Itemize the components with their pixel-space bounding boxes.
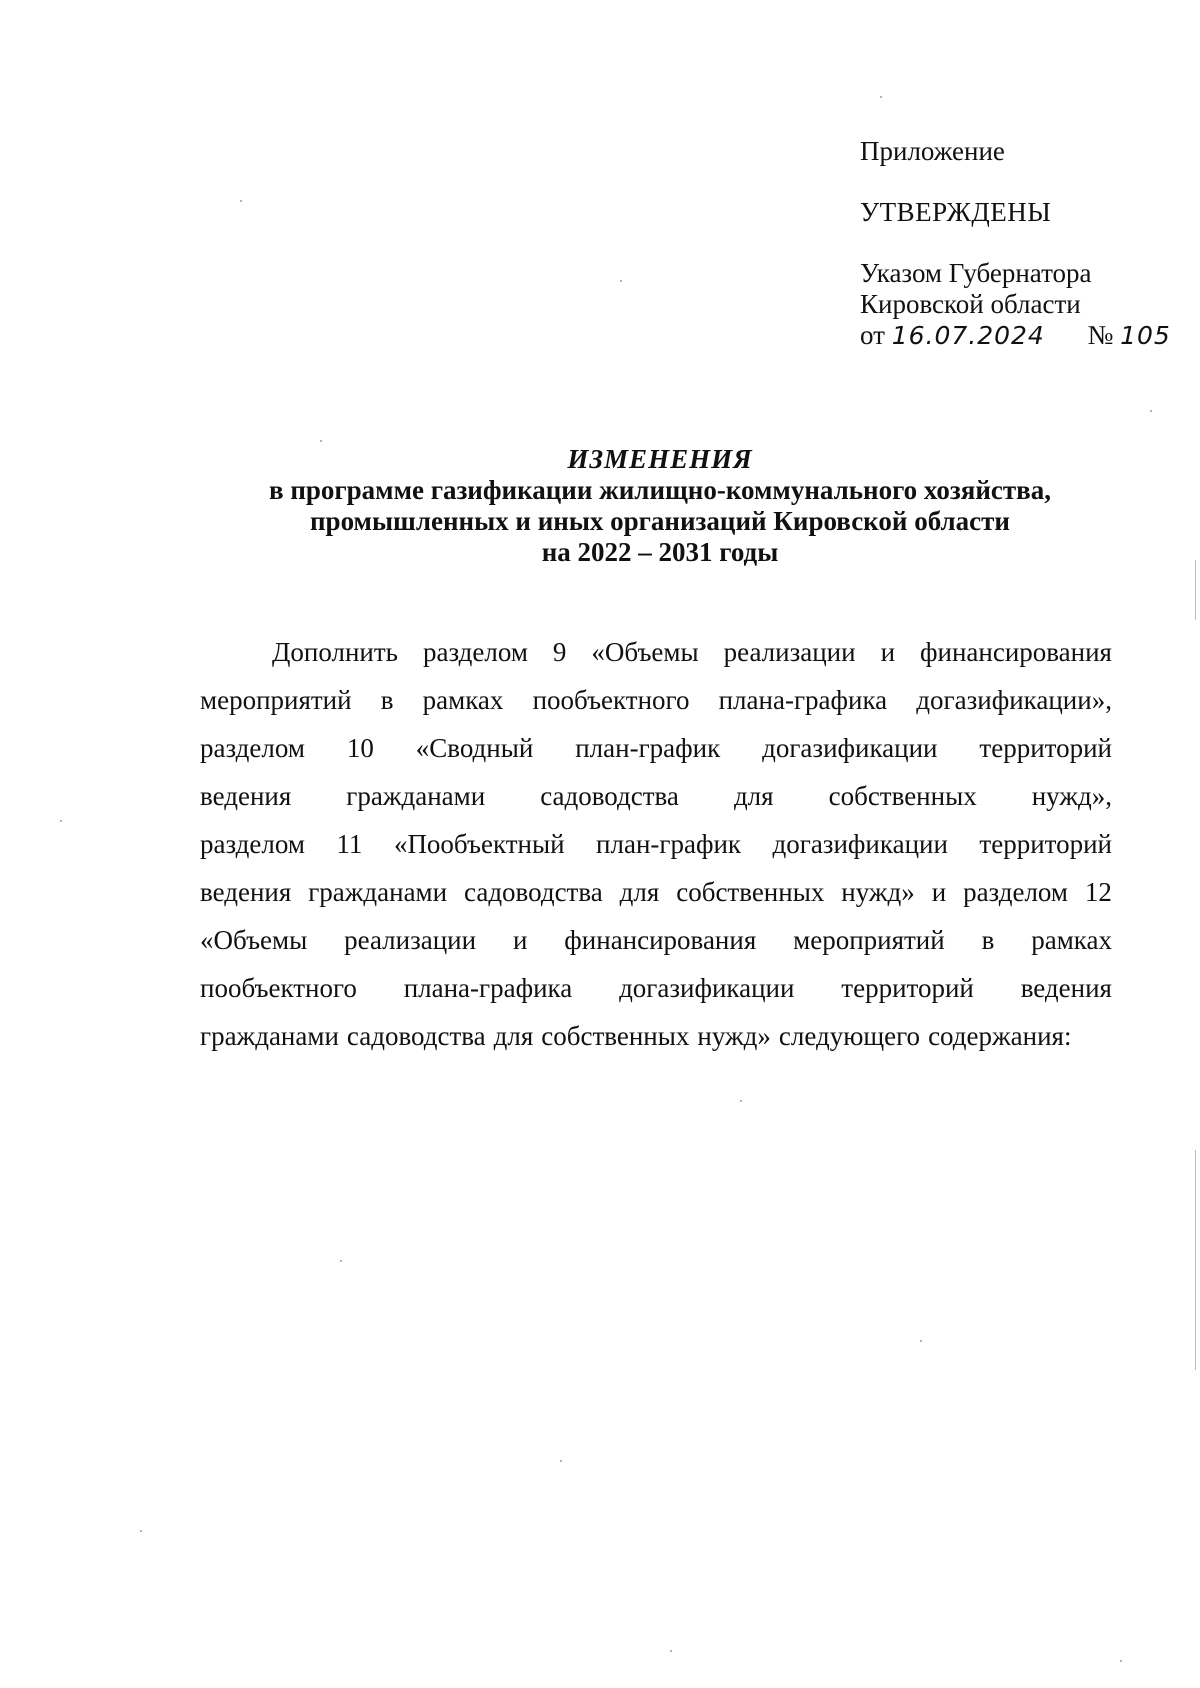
body-line [200,964,1112,1012]
body-word: план-график [596,829,742,859]
body-word: садоводства [346,1021,486,1051]
body-word: догазификации [619,973,795,1003]
body-word: догазификации», [916,685,1112,715]
body-word: для [619,877,660,907]
body-word: собственных [541,1021,690,1051]
body-word: и [512,925,528,955]
body-word: пообъектного [200,973,357,1003]
body-word: 11 [336,829,363,859]
scan-speck [240,200,242,202]
decree-number: 105 [1120,321,1171,350]
body-line [200,772,1112,820]
body-word: садоводства [464,877,603,907]
scan-speck [880,96,882,98]
scan-speck [560,1460,562,1462]
body-paragraph [200,628,1112,1060]
body-line [200,628,1112,676]
body-word: ведения [200,781,292,811]
body-word: для [493,1021,534,1051]
scan-edge-mark [1195,560,1196,620]
body-word: нужд» [697,1021,771,1051]
approval-block [860,136,1180,351]
body-word: финансирования [564,925,757,955]
body-word: рамках [1031,925,1112,955]
body-word: финансирования [920,637,1112,667]
body-word: содержания: [928,1021,1072,1051]
body-word: 12 [1084,877,1112,907]
body-word: реализации [723,637,856,667]
body-word: мероприятий [793,925,945,955]
body-word: рамках [422,685,504,715]
date-prefix: от [860,320,885,350]
scan-speck [1120,1660,1122,1662]
body-word: для [733,781,774,811]
approved-by-line-1: Указом Губернатора [860,258,1092,288]
body-line [200,676,1112,724]
decree-date: 16.07.2024 [891,321,1045,350]
body-word: собственных [828,781,977,811]
body-word: следующего [778,1021,921,1051]
body-word: «Объемы [200,925,308,955]
body-word: собственных [676,877,825,907]
title-line-2: промышленных и иных организаций Кировской области [310,506,1010,536]
approved-label: УТВЕРЖДЕНЫ [860,197,1052,227]
body-word: мероприятий [200,685,352,715]
scan-speck [60,820,62,822]
body-word: реализации [344,925,477,955]
scan-speck [1150,410,1152,412]
body-word: «Сводный [415,733,534,763]
body-word: догазификации [762,733,938,763]
body-word: догазификации [772,829,948,859]
body-word: садоводства [540,781,679,811]
scan-speck [670,1650,672,1652]
decree-date-number-line [860,320,1180,351]
body-word: территорий [979,829,1112,859]
scan-edge-mark [1195,1150,1196,1370]
number-sign: № [1087,320,1114,350]
body-word: и [931,877,947,907]
body-word: 9 [552,637,567,667]
body-word: план-график [575,733,721,763]
body-word: в [380,685,394,715]
body-word: гражданами [308,877,448,907]
title-line-3: на 2022 – 2031 годы [541,537,779,567]
body-word: нужд» [841,877,915,907]
body-word: плана-графика [718,685,888,715]
scan-speck [620,280,622,282]
body-line [200,1012,1112,1060]
body-word: плана-графика [403,973,573,1003]
body-word: Дополнить [272,637,398,667]
scan-speck [320,440,322,442]
body-word: ведения [200,877,292,907]
title-line-1: в программе газификации жилищно-коммунального хозяйства, [269,475,1051,505]
body-word: «Пообъектный [393,829,565,859]
body-word: и [880,637,896,667]
body-word: ведения [1020,973,1112,1003]
body-word: разделом [422,637,528,667]
scan-speck [920,1340,922,1342]
body-word: пообъектного [532,685,690,715]
body-word: разделом [963,877,1068,907]
appendix-label: Приложение [860,136,1005,166]
scan-speck [340,1260,342,1262]
body-word: территорий [979,733,1112,763]
body-word: 10 [346,733,374,763]
body-word: разделом [200,829,305,859]
body-word: в [981,925,995,955]
body-word: разделом [200,733,305,763]
approved-by-line-2: Кировской области [860,289,1081,319]
body-word: «Объемы [591,637,699,667]
scan-speck [740,1100,742,1102]
body-line [200,724,1112,772]
body-word: гражданами [200,1021,339,1051]
body-line [200,868,1112,916]
body-line [200,916,1112,964]
document-title [160,444,1160,568]
body-line [200,820,1112,868]
scan-speck [140,1530,142,1532]
body-word: нужд», [1031,781,1112,811]
body-word: гражданами [346,781,486,811]
title-heading: ИЗМЕНЕНИЯ [567,444,753,474]
body-word: территорий [841,973,974,1003]
